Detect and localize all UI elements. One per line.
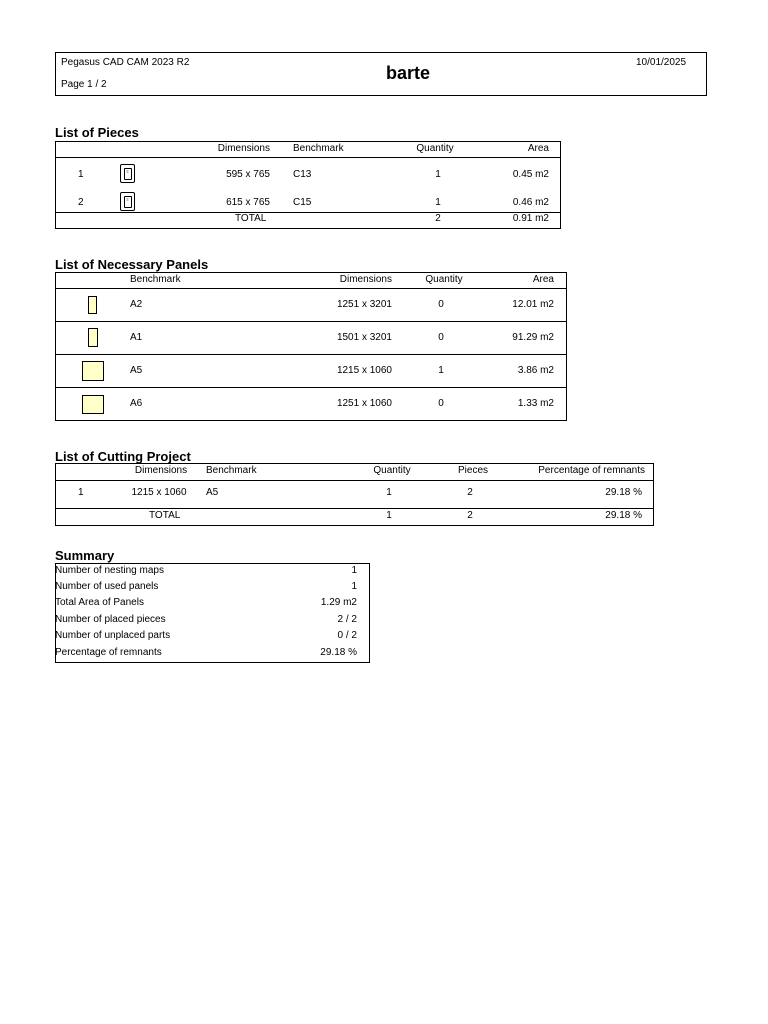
panel-quantity: 0 xyxy=(438,299,444,310)
panel-dimensions: 1215 x 1060 xyxy=(336,365,392,376)
panel-benchmark: A5 xyxy=(130,365,143,376)
panels-header-divider xyxy=(55,288,567,289)
summary-label: Percentage of remnants xyxy=(55,647,162,658)
panels-row-divider xyxy=(55,387,567,388)
cutting-index: 1 xyxy=(78,487,84,498)
summary-label: Total Area of Panels xyxy=(55,597,144,608)
panel-dimensions: 1251 x 3201 xyxy=(336,299,392,310)
piece-quantity: 1 xyxy=(435,169,441,180)
cutting-benchmark: A5 xyxy=(206,487,219,498)
piece-area: 0.46 m2 xyxy=(512,197,549,208)
cutting-total-label: TOTAL xyxy=(149,510,181,521)
cutting-pieces: 2 xyxy=(467,487,473,498)
panel-benchmark: A1 xyxy=(130,332,143,343)
panel-area: 91.29 m2 xyxy=(512,332,554,343)
summary-value: 1 xyxy=(351,581,357,592)
pieces-total-divider xyxy=(55,212,561,213)
panel-area: 3.86 m2 xyxy=(517,365,554,376)
page-number: Page 1 / 2 xyxy=(61,79,107,90)
panel-area: 12.01 m2 xyxy=(512,299,554,310)
panels-col-quantity: Quantity xyxy=(425,274,463,285)
cutting-col-pieces: Pieces xyxy=(457,465,488,476)
panel-shape-icon xyxy=(88,328,98,347)
panels-col-area: Area xyxy=(532,274,554,285)
software-name: Pegasus CAD CAM 2023 R2 xyxy=(61,57,190,68)
panels-row-divider xyxy=(55,354,567,355)
panels-row-divider xyxy=(55,321,567,322)
pieces-col-quantity: Quantity xyxy=(416,143,454,154)
summary-value: 1 xyxy=(351,565,357,576)
piece-benchmark: C15 xyxy=(293,197,312,208)
panel-shape-icon xyxy=(82,361,104,381)
cutting-total-quantity: 1 xyxy=(386,510,392,521)
panel-dimensions: 1501 x 3201 xyxy=(336,332,392,343)
cutting-col-benchmark: Benchmark xyxy=(206,465,257,476)
panel-shape-icon xyxy=(88,296,97,314)
cutting-total-divider xyxy=(55,508,654,509)
panel-shape-icon xyxy=(82,395,104,414)
summary-value: 0 / 2 xyxy=(337,630,357,641)
piece-index: 2 xyxy=(78,197,84,208)
summary-label: Number of nesting maps xyxy=(55,565,164,576)
cutting-header-divider xyxy=(55,480,654,481)
cutting-col-dimensions: Dimensions xyxy=(134,465,188,476)
panel-quantity: 1 xyxy=(438,365,444,376)
pieces-total-label: TOTAL xyxy=(235,213,267,224)
pieces-col-area: Area xyxy=(527,143,549,154)
piece-benchmark: C13 xyxy=(293,169,312,180)
pieces-col-benchmark: Benchmark xyxy=(293,143,344,154)
panel-quantity: 0 xyxy=(438,398,444,409)
piece-index: 1 xyxy=(78,169,84,180)
cutting-col-remnants: Percentage of remnants xyxy=(538,465,645,476)
panel-quantity: 0 xyxy=(438,332,444,343)
cutting-total-pieces: 2 xyxy=(467,510,473,521)
panels-col-benchmark: Benchmark xyxy=(130,274,181,285)
piece-shape-icon: ≡ xyxy=(120,164,135,183)
panels-col-dimensions: Dimensions xyxy=(339,274,392,285)
cutting-dimensions: 1215 x 1060 xyxy=(131,487,187,498)
summary-value: 2 / 2 xyxy=(337,614,357,625)
pieces-total-area: 0.91 m2 xyxy=(512,213,549,224)
piece-area: 0.45 m2 xyxy=(512,169,549,180)
piece-dimensions: 595 x 765 xyxy=(226,169,270,180)
summary-label: Number of used panels xyxy=(55,581,159,592)
summary-value: 29.18 % xyxy=(320,647,357,658)
cutting-total-remnants: 29.18 % xyxy=(605,510,642,521)
cutting-section-title: List of Cutting Project xyxy=(55,449,191,464)
pieces-header-divider xyxy=(55,157,561,158)
pieces-total-quantity: 2 xyxy=(435,213,441,224)
panel-benchmark: A6 xyxy=(130,398,143,409)
piece-shape-icon: ≡ xyxy=(120,192,135,211)
summary-value: 1.29 m2 xyxy=(320,597,357,608)
piece-dimensions: 615 x 765 xyxy=(226,197,270,208)
cutting-remnants: 29.18 % xyxy=(605,487,642,498)
report-date: 10/01/2025 xyxy=(636,57,687,68)
report-title: barte xyxy=(386,63,431,83)
panels-section-title: List of Necessary Panels xyxy=(55,257,209,272)
summary-label: Number of placed pieces xyxy=(55,614,166,625)
pieces-col-dimensions: Dimensions xyxy=(217,143,270,154)
summary-section-title: Summary xyxy=(55,548,115,563)
piece-quantity: 1 xyxy=(435,197,441,208)
panel-area: 1.33 m2 xyxy=(517,398,554,409)
cutting-quantity: 1 xyxy=(386,487,392,498)
panel-dimensions: 1251 x 1060 xyxy=(336,398,392,409)
pieces-section-title: List of Pieces xyxy=(55,125,139,140)
cutting-col-quantity: Quantity xyxy=(373,465,411,476)
panel-benchmark: A2 xyxy=(130,299,143,310)
summary-label: Number of unplaced parts xyxy=(55,630,171,641)
